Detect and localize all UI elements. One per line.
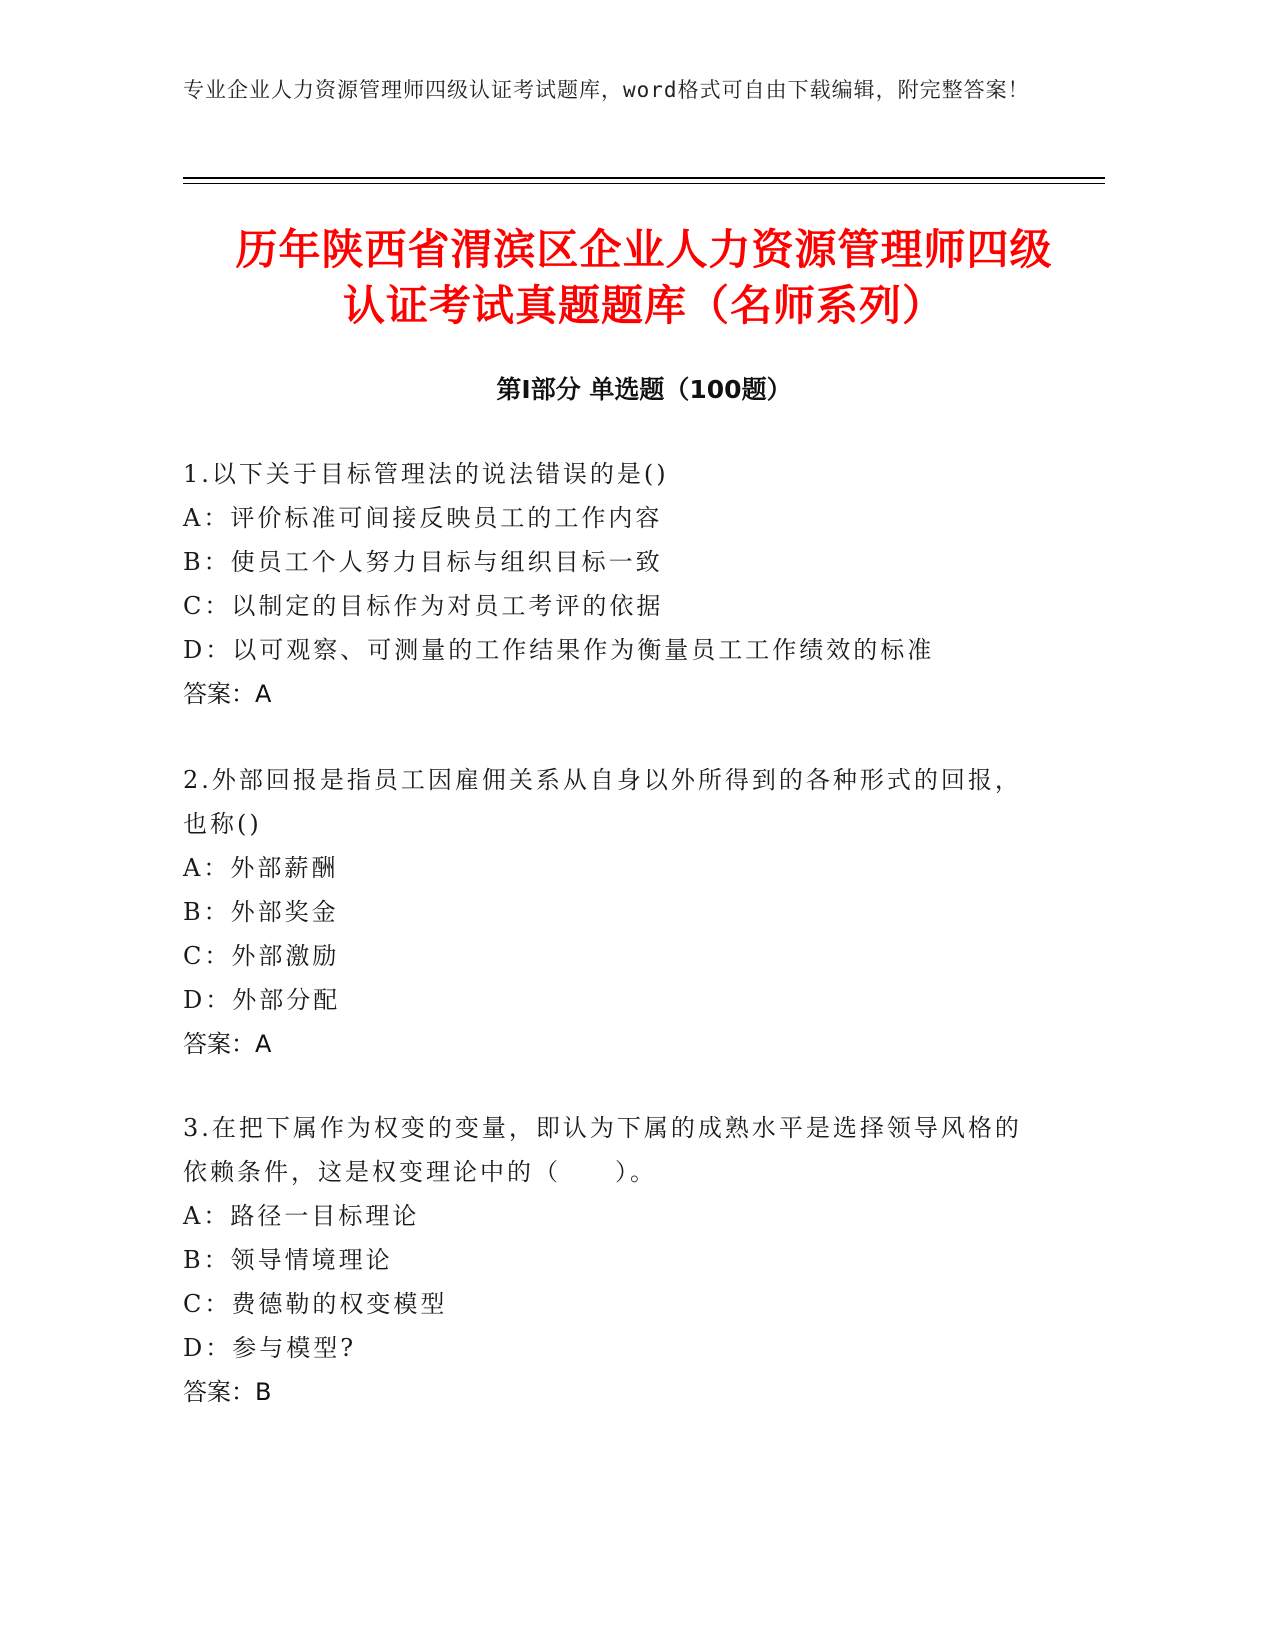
option-a: A：路径一目标理论 [183, 1202, 420, 1230]
question-3 [183, 1106, 1043, 1414]
option-b: B：外部奖金 [183, 898, 339, 926]
document-title-line-2: 认证考试真题题库（名师系列） [342, 281, 945, 330]
question-stem: 1.以下关于目标管理法的说法错误的是() [183, 460, 669, 488]
option-a: A：外部薪酬 [183, 854, 339, 882]
question-stem: 3.在把下属作为权变的变量，即认为下属的成熟水平是选择领导风格的依赖条件，这是权变理论中的（ ）。 [183, 1114, 1022, 1186]
option-c: C：以制定的目标作为对员工考评的依据 [183, 592, 664, 620]
option-b: B：使员工个人努力目标与组织目标一致 [183, 548, 663, 576]
header-rule-thin [183, 183, 1105, 184]
question-1 [183, 452, 1043, 716]
answer: 答案：B [183, 1378, 272, 1406]
answer: 答案：A [183, 680, 272, 708]
answer: 答案：A [183, 1030, 272, 1058]
header-rule-thick [183, 177, 1105, 179]
option-d: D：参与模型? [183, 1334, 357, 1362]
option-b: B：领导情境理论 [183, 1246, 393, 1274]
question-stem: 2.外部回报是指员工因雇佣关系从自身以外所得到的各种形式的回报，也称() [183, 766, 1022, 838]
option-c: C：费德勒的权变模型 [183, 1290, 448, 1318]
section-title: 第Ⅰ部分 单选题（100题） [496, 375, 792, 404]
document-title-line-1: 历年陕西省渭滨区企业人力资源管理师四级 [235, 225, 1053, 274]
option-a: A：评价标准可间接反映员工的工作内容 [183, 504, 663, 532]
question-2 [183, 758, 1043, 1066]
document-title [183, 222, 1105, 334]
option-c: C：外部激励 [183, 942, 340, 970]
option-d: D：外部分配 [183, 986, 341, 1014]
option-d: D：以可观察、可测量的工作结果作为衡量员工工作绩效的标准 [183, 636, 935, 664]
header-note: 专业企业人力资源管理师四级认证考试题库，word格式可自由下载编辑，附完整答案！ [183, 78, 1030, 102]
